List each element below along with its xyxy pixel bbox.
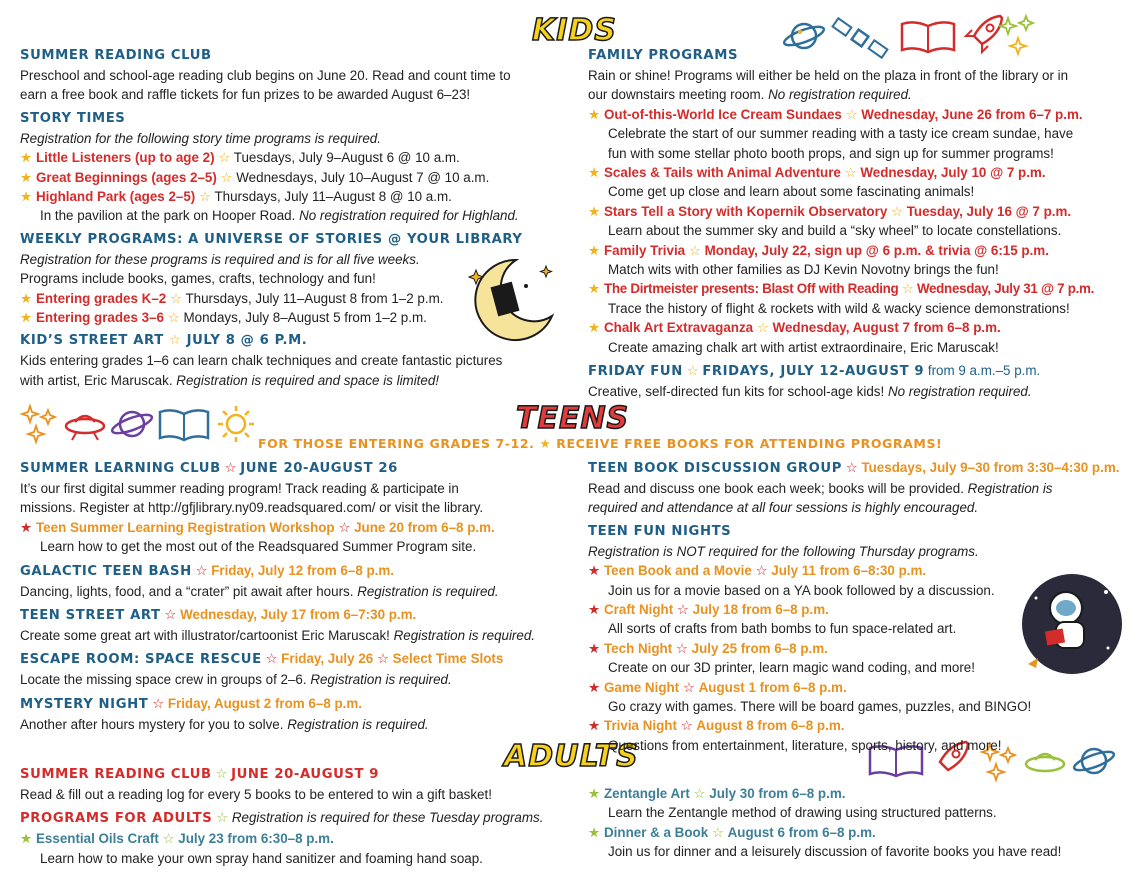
item-description: Go crazy with games. There will be board games, puzzles, and BINGO! xyxy=(608,699,1032,715)
list-item: ★ Zentangle Art ☆ July 30 from 6–8 p.m. xyxy=(588,786,846,801)
list-item: ★ Tech Night ☆ July 25 from 6–8 p.m. xyxy=(588,640,828,656)
item-description: Come get up close and learn about some fascinating animals! xyxy=(608,184,975,200)
body-text: It’s our first digital summer reading program! Track reading & participate in xyxy=(20,481,459,496)
body-text: Create some great art with illustrator/cartoonist Eric Maruscak! Registration is required. xyxy=(20,628,536,644)
body-text: Read & fill out a reading log for every 5 books to be entered to win a gift basket! xyxy=(20,787,492,802)
item-description: Learn how to get the most out of the Readsquared Summer Program site. xyxy=(40,539,477,555)
item-description: fun with some stellar photo booth props, and sign up for summer programs! xyxy=(608,145,1054,161)
item-description: Create on our 3D printer, learn magic wand coding, and more! xyxy=(608,660,975,676)
body-text: our downstairs meeting room. No registration required. xyxy=(588,87,912,103)
list-item: ★ Entering grades K–2 ☆ Thursdays, July 11–August 8 from 1–2 p.m. xyxy=(20,290,444,306)
teen-street-art-heading: TEEN STREET ART ☆ Wednesday, July 17 from 6–7:30 p.m. xyxy=(20,607,417,624)
kids-section-title: KIDS xyxy=(532,13,617,48)
registration-note: required and attendance at all four sessions is highly encouraged. xyxy=(588,500,979,516)
item-description: Match wits with other families as DJ Kevin Novotny brings the fun! xyxy=(608,262,999,278)
kids-summer-reading-heading: SUMMER READING CLUB xyxy=(20,48,212,63)
item-description: Questions from entertainment, literature, sports, history, and more! xyxy=(608,737,1002,753)
body-text: Locate the missing space crew in groups of 2–6. Registration is required. xyxy=(20,672,452,688)
list-item: ★ Game Night ☆ August 1 from 6–8 p.m. xyxy=(588,679,847,695)
family-programs-heading: FAMILY PROGRAMS xyxy=(588,48,739,63)
list-item: ★ Great Beginnings (ages 2–5) ☆ Wednesdays, July 10–August 7 @ 10 a.m. xyxy=(20,169,490,185)
item-description: All sorts of crafts from bath bombs to fun space-related art. xyxy=(608,621,957,637)
item-description: Trace the history of flight & rockets with wild & wacky science demonstrations! xyxy=(608,300,1070,316)
list-item: ★ Family Trivia ☆ Monday, July 22, sign up @ 6 p.m. & trivia @ 6:15 p.m. xyxy=(588,242,1049,258)
body-text: Creative, self-directed fun kits for school-age kids! No registration required. xyxy=(588,384,1032,400)
item-description: Join us for dinner and a leisurely discussion of favorite books you have read! xyxy=(608,844,1062,860)
adult-summer-reading-heading: SUMMER READING CLUB ☆ JUNE 20-AUGUST 9 xyxy=(20,766,380,782)
ufo-icon xyxy=(64,408,106,442)
item-description: Learn the Zentangle method of drawing using structured patterns. xyxy=(608,805,997,821)
body-text: Programs include books, games, crafts, technology and fun! xyxy=(20,271,376,287)
list-item: ★ Trivia Night ☆ August 8 from 6–8 p.m. xyxy=(588,718,845,734)
body-text: Read and discuss one book each week; books will be provided. Registration is xyxy=(588,481,1053,496)
body-text: Dancing, lights, food, and a “crater” pit await after hours. Registration is required. xyxy=(20,583,499,599)
ufo-icon xyxy=(1024,748,1066,780)
list-item: ★ Craft Night ☆ July 18 from 6–8 p.m. xyxy=(588,602,829,618)
weekly-programs-heading: WEEKLY PROGRAMS: A UNIVERSE OF STORIES @ YOUR LIBRARY xyxy=(20,231,523,247)
adults-left-column xyxy=(20,764,580,868)
item-description: Learn about the summer sky and build a “sky wheel” to locate constellations. xyxy=(608,223,1062,239)
teen-fun-nights-heading: TEEN FUN NIGHTS xyxy=(588,523,732,539)
friday-fun-heading: FRIDAY FUN ☆ FRIDAYS, JULY 12-AUGUST 9 from 9 a.m.–5 p.m. xyxy=(588,363,1041,380)
registration-note: Registration for these programs is required and is for all five weeks. xyxy=(20,251,420,267)
list-item: ★ Little Listeners (up to age 2) ☆ Tuesdays, July 9–August 6 @ 10 a.m. xyxy=(20,150,460,166)
teens-section-title: TEENS xyxy=(516,401,630,436)
teens-left-column xyxy=(20,458,580,734)
escape-room-heading: ESCAPE ROOM: SPACE RESCUE ☆ Friday, July 26 ☆ Select Time Slots xyxy=(20,651,504,668)
kids-street-art-heading: KID’S STREET ART ☆ JULY 8 @ 6 P.M. xyxy=(20,333,308,349)
galactic-teen-bash-heading: GALACTIC TEEN BASH ☆ Friday, July 12 from 6–8 p.m. xyxy=(20,562,395,579)
list-item: ★ Scales & Tails with Animal Adventure ☆ Wednesday, July 10 @ 7 p.m. xyxy=(588,165,1046,181)
kids-right-column xyxy=(588,46,1133,402)
adults-right-column xyxy=(588,784,1133,862)
astronaut-reading-icon xyxy=(1016,568,1128,678)
body-text: Preschool and school-age reading club begins on June 20. Read and count time to xyxy=(20,68,511,83)
story-times-heading: STORY TIMES xyxy=(20,110,126,126)
list-item: ★ Entering grades 3–6 ☆ Mondays, July 8–August 5 from 1–2 p.m. xyxy=(20,310,427,326)
list-item: ★ Stars Tell a Story with Kopernik Observatory ☆ Tuesday, July 16 @ 7 p.m. xyxy=(588,203,1072,219)
item-description: In the pavilion at the park on Hooper Road. No registration required for Highland. xyxy=(40,208,519,224)
list-item: ★ Essential Oils Craft ☆ July 23 from 6:30–8 p.m. xyxy=(20,831,334,847)
registration-note: Registration for the following story time programs is required. xyxy=(20,130,381,146)
sun-icon xyxy=(216,404,256,444)
list-item: ★ Teen Book and a Movie ☆ July 11 from 6–8:30 p.m. xyxy=(588,563,927,579)
list-item: ★ Highland Park (ages 2–5) ☆ Thursdays, July 11–August 8 @ 10 a.m. xyxy=(20,189,452,205)
item-description: Celebrate the start of our summer reading with a tasty ice cream sundae, have xyxy=(608,126,1074,142)
body-text: Kids entering grades 1–6 can learn chalk techniques and create fantastic pictures xyxy=(20,353,503,369)
body-text: Another after hours mystery for you to solve. Registration is required. xyxy=(20,716,429,732)
adults-section-title: ADULTS xyxy=(504,739,639,774)
mystery-night-heading: MYSTERY NIGHT ☆ Friday, August 2 from 6–8 p.m. xyxy=(20,695,363,712)
list-item: ★ Dinner & a Book ☆ August 6 from 6–8 p.m. xyxy=(588,824,876,840)
item-description: Join us for a movie based on a YA book followed by a discussion. xyxy=(608,582,995,598)
teens-right-column xyxy=(588,458,1120,755)
list-item: ★ Chalk Art Extravaganza ☆ Wednesday, August 7 from 6–8 p.m. xyxy=(588,320,1001,336)
programs-for-adults-heading: PROGRAMS FOR ADULTS ☆ Registration is required for these Tuesday programs. xyxy=(20,810,544,827)
teen-book-discussion-heading: TEEN BOOK DISCUSSION GROUP ☆ Tuesdays, July 9–30 from 3:30–4:30 p.m. xyxy=(588,460,1120,476)
list-item: ★ Teen Summer Learning Registration Workshop ☆ June 20 from 6–8 p.m. xyxy=(20,519,495,535)
item-description: Create amazing chalk art with artist extraordinaire, Eric Maruscak! xyxy=(608,339,999,355)
item-description: Learn how to make your own spray hand sanitizer and foaming hand soap. xyxy=(40,850,483,866)
planet-icon xyxy=(110,404,154,444)
sparkles-icon xyxy=(22,404,58,444)
planet-icon xyxy=(1072,742,1116,780)
summer-learning-club-heading: SUMMER LEARNING CLUB ☆ JUNE 20-AUGUST 26 xyxy=(20,460,398,476)
body-text: Rain or shine! Programs will either be held on the plaza in front of the library or in xyxy=(588,68,1069,83)
kids-left-column xyxy=(20,46,580,390)
list-item: ★ The Dirtmeister presents: Blast Off with Reading ☆ Wednesday, July 31 @ 7 p.m. xyxy=(588,281,1095,297)
teens-subtitle: FOR THOSE ENTERING GRADES 7-12. ★ RECEIVE FREE BOOKS FOR ATTENDING PROGRAMS! xyxy=(258,436,943,451)
body-text: earn a free book and raffle tickets for fun prizes to be awarded August 6–23! xyxy=(20,87,471,103)
book-icon xyxy=(158,404,210,444)
body-text: with artist, Eric Maruscak. Registration is required and space is limited! xyxy=(20,372,440,388)
body-text: missions. Register at http://gfjlibrary.ny09.readsquared.com/ or visit the library. xyxy=(20,500,484,516)
registration-note: Registration is NOT required for the following Thursday programs. xyxy=(588,543,979,559)
list-item: ★ Out-of-this-World Ice Cream Sundaes ☆ Wednesday, June 26 from 6–7 p.m. xyxy=(588,106,1083,122)
